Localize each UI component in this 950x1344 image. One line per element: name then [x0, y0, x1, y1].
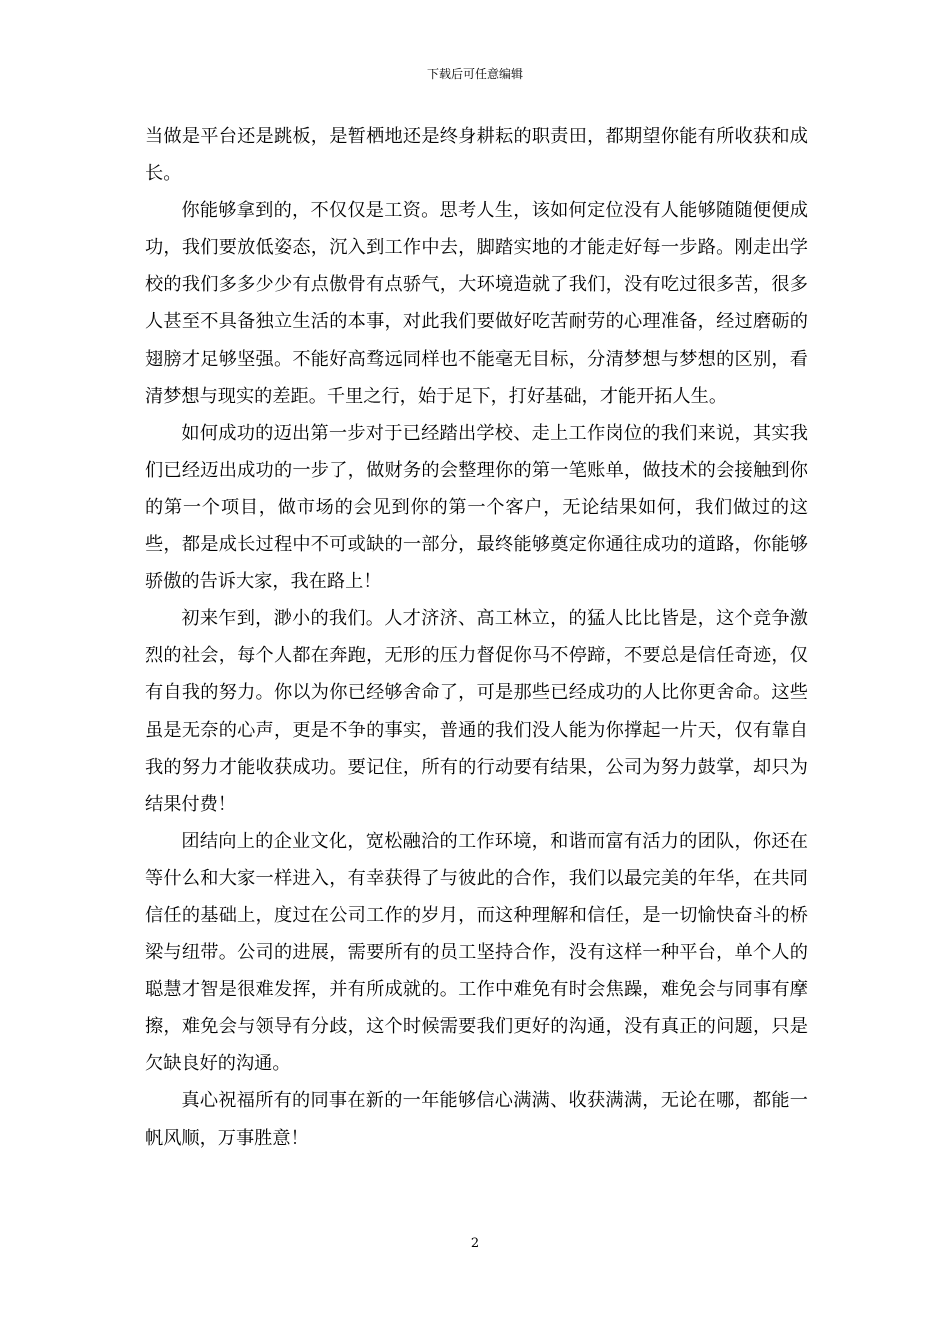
page-number: 2	[470, 1236, 480, 1251]
page-header: 下载后可任意编辑	[426, 67, 523, 81]
paragraph-5: 团结向上的企业文化，宽松融洽的工作环境，和谐而富有活力的团队，你还在等什么和大家一样进入，有幸获得了与彼此的合作，我们以最完美的年华，在共同信任的基础上，度过在公司工作的岁月，而这种理解和信任，是一切愉快奋斗的桥梁与纽带。公司的进展，需要所有的员工坚持合作，没有这样一种平台，单个人的聪慧才智是很难发挥，并有所成就的。工作中难免有时会焦躁，难免会与同事有摩擦，难免会与领导有分歧，这个时候需要我们更好的沟通，没有真正的问题，只是欠缺良好的沟通。	[145, 830, 808, 1075]
document-body	[145, 118, 808, 1157]
paragraph-4: 初来乍到，渺小的我们。人才济济、高工林立，的猛人比比皆是，这个竞争激烈的社会，每个人都在奔跑，无形的压力督促你马不停蹄，不要总是信任奇迹，仅有自我的努力。你以为你已经够舍命了，可是那些已经成功的人比你更舍命。这些虽是无奈的心声，更是不争的事实，普通的我们没人能为你撑起一片天，仅有靠自我的努力才能收获成功。要记住，所有的行动要有结果，公司为努力鼓掌，却只为结果付费！	[145, 608, 808, 815]
paragraph-1: 当做是平台还是跳板，是暂栖地还是终身耕耘的职责田，都期望你能有所收获和成长。	[145, 126, 808, 185]
paragraph-6: 真心祝福所有的同事在新的一年能够信心满满、收获满满，无论在哪，都能一帆风顺，万事胜意！	[145, 1090, 808, 1149]
paragraph-2: 你能够拿到的，不仅仅是工资。思考人生，该如何定位没有人能够随随便便成功，我们要放低姿态，沉入到工作中去，脚踏实地的才能走好每一步路。刚走出学校的我们多多少少有点傲骨有点骄气，大环境造就了我们，没有吃过很多苦，很多人甚至不具备独立生活的本事，对此我们要做好吃苦耐劳的心理准备，经过磨砺的翅膀才足够坚强。不能好高骛远同样也不能毫无目标，分清梦想与梦想的区别，看清梦想与现实的差距。千里之行，始于足下，打好基础，才能开拓人生。	[145, 200, 808, 407]
paragraph-3: 如何成功的迈出第一步对于已经踏出学校、走上工作岗位的我们来说，其实我们已经迈出成功的一步了，做财务的会整理你的第一笔账单，做技术的会接触到你的第一个项目，做市场的会见到你的第一个客户，无论结果如何，我们做过的这些，都是成长过程中不可或缺的一部分，最终能够奠定你通往成功的道路，你能够骄傲的告诉大家，我在路上！	[145, 422, 808, 593]
